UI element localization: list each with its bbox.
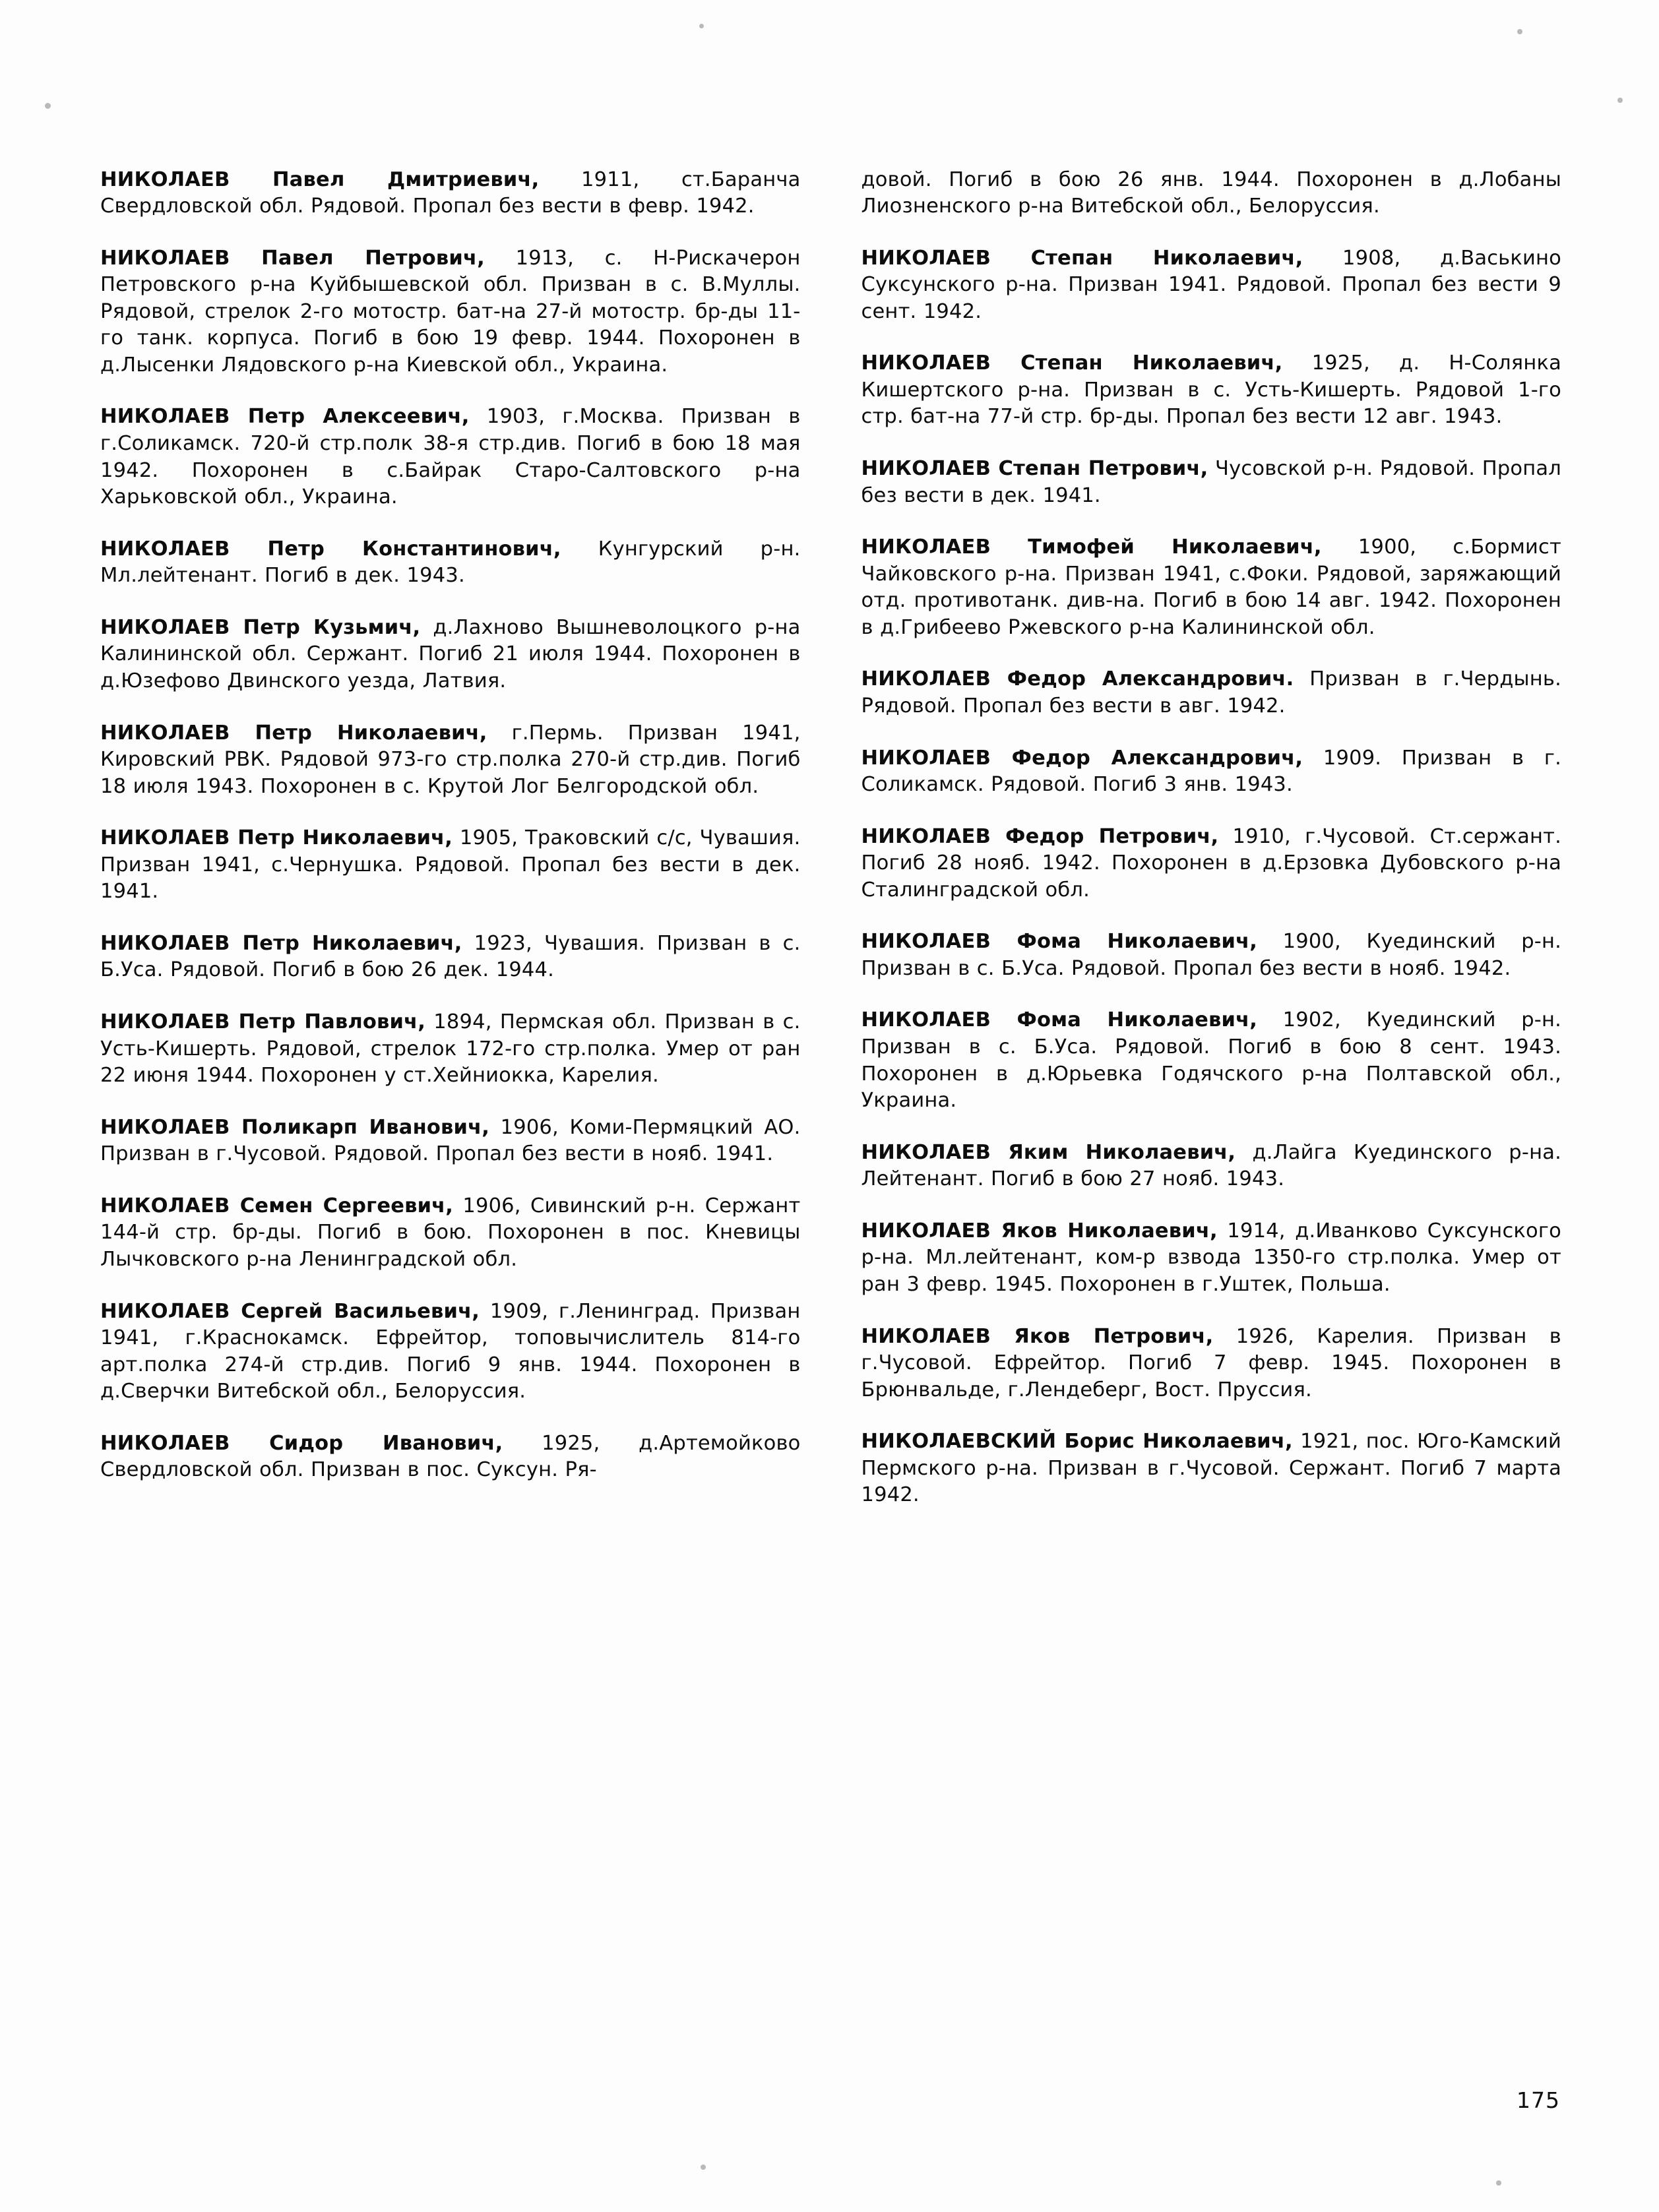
entry-text: Кунгурский р-н. Мл.лейтенант. Погиб в дек. 1943. bbox=[100, 537, 801, 588]
scan-speck bbox=[45, 103, 51, 109]
entry bbox=[100, 931, 801, 984]
entry-name: НИКОЛАЕВ Петр Павлович, bbox=[100, 1010, 426, 1033]
entry bbox=[861, 1324, 1562, 1404]
entry-text: 1923, Чувашия. Призван в с. Б.Уса. Рядовой. Погиб в бою 26 дек. 1944. bbox=[100, 931, 801, 982]
entry-name: НИКОЛАЕВ Петр Алексеевич, bbox=[100, 405, 470, 429]
entry-name: НИКОЛАЕВ Петр Николаевич, bbox=[100, 721, 487, 745]
entry-name: НИКОЛАЕВ Петр Константинович, bbox=[100, 537, 561, 561]
entry bbox=[861, 1140, 1562, 1193]
entry-name: НИКОЛАЕВ Федор Петрович, bbox=[861, 824, 1219, 848]
entry-name: НИКОЛАЕВ Яков Николаевич, bbox=[861, 1219, 1218, 1243]
entry bbox=[100, 1115, 801, 1168]
entry bbox=[861, 350, 1562, 431]
entry bbox=[861, 1218, 1562, 1299]
entry-text: Призван в г.Чердынь. Рядовой. Пропал без вести в авг. 1942. bbox=[861, 667, 1561, 718]
entry bbox=[861, 1429, 1562, 1509]
entry-name: НИКОЛАЕВ Петр Николаевич, bbox=[100, 931, 462, 955]
right-column bbox=[861, 146, 1562, 1509]
entry bbox=[100, 1193, 801, 1274]
entry-name: НИКОЛАЕВ Яким Николаевич, bbox=[861, 1140, 1236, 1164]
left-column bbox=[100, 146, 801, 1509]
entry-text: 1926, Карелия. Призван в г.Чусовой. Ефрейтор. Погиб 7 февр. 1945. Похоронен в Брюнвальде, г.Лендеберг, Вост. Пруссия. bbox=[861, 1324, 1561, 1401]
entry bbox=[100, 615, 801, 695]
entry-text: 1925, д. Н-Солянка Кишертского р-на. Призван в с. Усть-Кишерть. Рядовой 1-го стр. бат-на 77-й стр. бр-ды. Пропал без вести 12 авг. 1943. bbox=[861, 352, 1561, 429]
entry-text: 1905, Траковский с/с, Чувашия. Призван 1941, с.Чернушка. Рядовой. Пропал без вести в дек. 1941. bbox=[100, 826, 801, 904]
entry-name: НИКОЛАЕВ Сидор Иванович, bbox=[100, 1431, 503, 1455]
entry-text: 1906, Сивинский р-н. Сержант 144-й стр. бр-ды. Погиб в бою. Похоронен в пос. Кневицы Лычковского р-на Ленинградской обл. bbox=[100, 1194, 801, 1271]
entry-name: НИКОЛАЕВ Яков Петрович, bbox=[861, 1324, 1214, 1348]
entry-name: НИКОЛАЕВ Федор Александрович, bbox=[861, 746, 1303, 770]
entry-name: НИКОЛАЕВ Поликарп Иванович, bbox=[100, 1115, 489, 1139]
scan-speck bbox=[699, 24, 704, 28]
entry-continuation bbox=[861, 167, 1562, 220]
entry-name: НИКОЛАЕВ Тимофей Николаевич, bbox=[861, 536, 1322, 559]
entry-text: г.Пермь. Призван 1941, Кировский РВК. Рядовой 973-го стр.полка 270-й стр.див. Погиб 18 июля 1943. Похоронен в с. Крутой Лог Белгородской обл. bbox=[100, 721, 801, 798]
entry-name: НИКОЛАЕВ Петр Николаевич, bbox=[100, 826, 453, 850]
entry-name: НИКОЛАЕВ Степан Петрович, bbox=[861, 457, 1208, 480]
entry-name: НИКОЛАЕВ Фома Николаевич, bbox=[861, 1008, 1258, 1032]
scan-speck bbox=[1496, 2180, 1501, 2186]
entry bbox=[861, 666, 1562, 720]
entry-text: 1906, Коми-Пермяцкий АО. Призван в г.Чусовой. Рядовой. Пропал без вести в нояб. 1941. bbox=[100, 1115, 801, 1166]
entry bbox=[100, 720, 801, 801]
entry-text: 1903, г.Москва. Призван в г.Соликамск. 720-й стр.полк 38-я стр.див. Погиб в бою 18 мая 1942. Похоронен в с.Байрак Старо-Салтовского р-на Харьковской обл., Украина. bbox=[100, 405, 801, 509]
entry-text: довой. Погиб в бою 26 янв. 1944. Похоронен в д.Лобаны Лиозненского р-на Витебской обл., Белоруссия. bbox=[861, 168, 1561, 218]
entry-text: 1900, с.Бормист Чайковского р-на. Призван 1941, с.Фоки. Рядовой, заряжающий отд. противотанк. див-на. Погиб в бою 14 авг. 1942. Похоронен в д.Грибеево Ржевского р-на Калининской обл. bbox=[861, 536, 1561, 639]
entry bbox=[861, 534, 1562, 641]
entry-text: 1909, г.Ленинград. Призван 1941, г.Краснокамск. Ефрейтор, топовычислитель 814-го арт.полка 274-й стр.див. Погиб 9 янв. 1944. Похоронен в д.Сверчки Витебской обл., Белоруссия. bbox=[100, 1299, 801, 1403]
scan-speck bbox=[1617, 98, 1623, 103]
entry-name: НИКОЛАЕВ Павел Петрович, bbox=[100, 246, 485, 270]
scan-speck bbox=[701, 2165, 706, 2170]
entry-name: НИКОЛАЕВ Степан Николаевич, bbox=[861, 352, 1283, 375]
entry bbox=[100, 404, 801, 510]
entry-text: Чусовской р-н. Рядовой. Пропал без вести в дек. 1941. bbox=[861, 457, 1562, 507]
entry bbox=[100, 536, 801, 590]
entry bbox=[861, 245, 1562, 326]
entry-name: НИКОЛАЕВ Павел Дмитриевич, bbox=[100, 168, 540, 191]
entry-text: 1909. Призван в г. Соликамск. Рядовой. Погиб 3 янв. 1943. bbox=[861, 746, 1561, 797]
entry-text: 1910, г.Чусовой. Ст.сержант. Погиб 28 нояб. 1942. Похоронен в д.Ерзовка Дубовского р-на Сталинградской обл. bbox=[861, 824, 1561, 902]
entry-text: 1925, д.Артемойково Свердловской обл. Призван в пос. Суксун. Ря- bbox=[100, 1431, 801, 1482]
entry-name: НИКОЛАЕВ Фома Николаевич, bbox=[861, 930, 1258, 954]
entry bbox=[861, 456, 1562, 509]
entry-text: 1914, д.Иванково Суксунского р-на. Мл.лейтенант, ком-р взвода 1350-го стр.полка. Умер от ран 3 февр. 1945. Похоронен в г.Уштек, Польша. bbox=[861, 1219, 1561, 1296]
entry-text: 1913, с. Н-Рискачерон Петровского р-на Куйбышевской обл. Призван в с. В.Муллы. Рядовой, стрелок 2-го мотостр. бат-на 27-й мотостр. бр-ды 11-го танк. корпуса. Погиб в бою 19 февр. 1944. Похоронен в д.Лысенки Лядовского р-на Киевской обл., Украина. bbox=[100, 246, 801, 377]
entry-text: 1908, д.Васькино Суксунского р-на. Призван 1941. Рядовой. Пропал без вести 9 сент. 1942. bbox=[861, 246, 1561, 323]
entry bbox=[861, 929, 1562, 982]
entry bbox=[100, 1430, 801, 1484]
entry bbox=[100, 167, 801, 220]
entry-text: д.Лайга Куединского р-на. Лейтенант. Погиб в бою 27 нояб. 1943. bbox=[861, 1140, 1562, 1191]
entry bbox=[861, 1007, 1562, 1114]
entry-name: НИКОЛАЕВ Семен Сергеевич, bbox=[100, 1194, 454, 1217]
entry-name: НИКОЛАЕВ Федор Александрович. bbox=[861, 667, 1294, 691]
entry-text: 1902, Куединский р-н. Призван в с. Б.Уса. Рядовой. Погиб в бою 8 сент. 1943. Похоронен в д.Юрьевка Годячского р-на Полтавской обл., Украина. bbox=[861, 1008, 1561, 1113]
entry bbox=[861, 745, 1562, 799]
entry-name: НИКОЛАЕВСКИЙ Борис Николаевич, bbox=[861, 1430, 1293, 1454]
entry-text: 1900, Куединский р-н. Призван в с. Б.Уса. Рядовой. Пропал без вести в нояб. 1942. bbox=[861, 930, 1561, 980]
entry bbox=[861, 824, 1562, 904]
page-columns bbox=[100, 146, 1561, 1509]
entry-text: 1911, ст.Баранча Свердловской обл. Рядовой. Пропал без вести в февр. 1942. bbox=[100, 168, 801, 218]
entry bbox=[100, 1299, 801, 1405]
entry bbox=[100, 825, 801, 906]
entry-name: НИКОЛАЕВ Петр Кузьмич, bbox=[100, 615, 421, 639]
entry bbox=[100, 245, 801, 379]
page-number: 175 bbox=[1517, 2087, 1560, 2113]
entry bbox=[100, 1009, 801, 1090]
entry-name: НИКОЛАЕВ Степан Николаевич, bbox=[861, 246, 1303, 270]
entry-text: д.Лахново Вышневолоцкого р-на Калининской обл. Сержант. Погиб 21 июля 1944. Похоронен в д.Юзефово Двинского уезда, Латвия. bbox=[100, 615, 801, 692]
entry-name: НИКОЛАЕВ Сергей Васильевич, bbox=[100, 1299, 480, 1323]
entry-text: 1894, Пермская обл. Призван в с. Усть-Кишерть. Рядовой, стрелок 172-го стр.полка. Умер от ран 22 июня 1944. Похоронен у ст.Хейниокка, Карелия. bbox=[100, 1010, 801, 1088]
entry-text: 1921, пос. Юго-Камский Пермского р-на. Призван в г.Чусовой. Сержант. Погиб 7 марта 1942. bbox=[861, 1430, 1562, 1507]
scan-speck bbox=[1517, 29, 1522, 34]
